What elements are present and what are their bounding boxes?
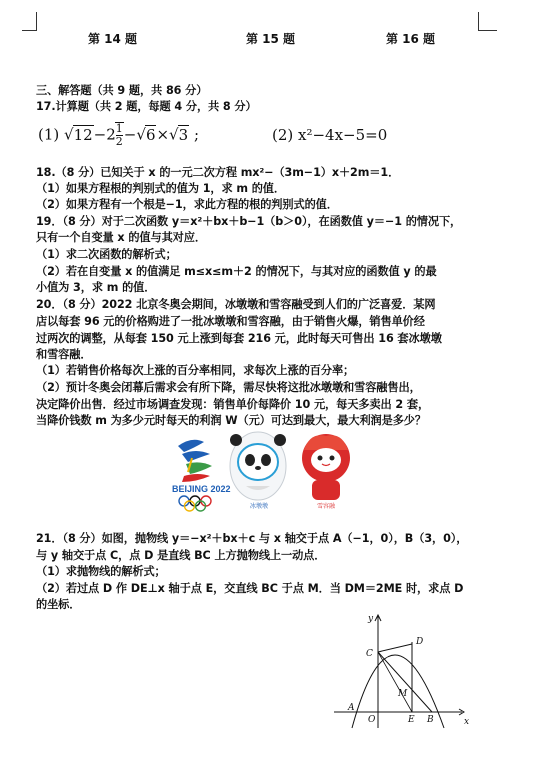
label-a: A: [348, 703, 355, 713]
q21-line5: 的坐标．: [36, 598, 81, 611]
q20-line2: 店以每套 96 元的价格购进了一批冰墩墩和雪容融，由于销售火爆，销售单价经: [36, 315, 425, 328]
mascot2-tag: 雪容融: [317, 503, 336, 510]
q20-line7: 决定降价出售．经过市场调查发现：销售单价每降价 10 元，每天多卖出 2 套，: [36, 398, 430, 411]
q20-line3: 过两次的调整，从每套 150 元上涨到每套 216 元，此时每天可售出 16 套冰墩墩: [36, 332, 442, 345]
q20-line5: （1）若销售价格每次上涨的百分率相同，求每次上涨的百分率；: [36, 364, 355, 377]
crop-mark-top-right: [478, 12, 497, 31]
q17-part2-expression: (2) x²−4x−5=0: [272, 126, 388, 144]
label-o: O: [368, 715, 376, 725]
beijing-2022-text: BEIJING 2022: [172, 484, 231, 494]
label-e: E: [408, 715, 415, 725]
q21-line2: 与 y 轴交于点 C，点 D 是直线 BC 上方抛物线上一动点．: [36, 549, 326, 562]
q19-part2-line1: （2）若在自变量 x 的值满足 m≤x≤m＋2 的情况下，与其对应的函数值 y 的最: [36, 265, 437, 278]
q18-part1: （1）如果方程根的判别式的值为 1，求 m 的值．: [36, 182, 285, 195]
q17-part1-label: (1): [38, 125, 60, 144]
winter-olympics-image: [170, 428, 360, 512]
q21-line4: （2）若过点 D 作 DE⊥x 轴于点 E，交直线 BC 于点 M．当 DM＝2ME 时，求点 D: [36, 582, 464, 595]
label-x: x: [464, 717, 470, 727]
q20-line4: 和雪容融．: [36, 348, 92, 361]
q19-part1: （1）求二次函数的解析式；: [36, 248, 177, 261]
label-c: C: [366, 649, 373, 659]
q20-line1: 20．（8 分）2022 北京冬奥会期间，冰墩墩和雪容融受到人们的广泛喜爱．某网: [36, 298, 436, 311]
label-d: D: [416, 637, 424, 647]
mascot-bing-dwen-dwen: [230, 432, 286, 510]
olympic-rings-icon: [179, 496, 211, 511]
mascot-shuey-rhon-rhon: [302, 434, 350, 510]
q18-part2: （2）如果方程有一个根是−1，求此方程的根的判别式的值．: [36, 198, 338, 211]
header-q16: 第 16 题: [386, 32, 436, 46]
q21-line3: （1）求抛物线的解析式；: [36, 565, 166, 578]
beijing-2022-emblem: [172, 440, 231, 511]
q19-stem-line1: 19．（8 分）对于二次函数 y＝x²＋bx＋b−1（b＞0），在函数值 y＝−1 的情况下，: [36, 215, 462, 228]
section-title: 三、解答题（共 9 题，共 86 分）: [36, 84, 208, 97]
segment-ce: [378, 652, 412, 712]
q18-stem: 18.（8 分）已知关于 x 的一元二次方程 mx²−（3m−1）x＋2m＝1．: [36, 166, 400, 179]
label-m: M: [398, 689, 408, 699]
label-b: B: [427, 715, 434, 725]
header-q15: 第 15 题: [246, 32, 296, 46]
q19-part2-line2: 小值为 3，求 m 的值．: [36, 281, 156, 294]
crop-mark-top-left: [22, 12, 37, 31]
mascot1-tag: 冰墩墩: [250, 503, 269, 510]
label-y: y: [368, 614, 374, 624]
q20-line8: 当降价钱数 m 为多少元时每天的利润 W（元）可达到最大，最大利润是多少？: [36, 414, 426, 427]
header-q14: 第 14 题: [88, 32, 138, 46]
segment-cd: [378, 644, 412, 652]
q17-title: 17.计算题（共 2 题，每题 4 分，共 8 分）: [36, 100, 257, 113]
q20-line6: （2）预计冬奥会闭幕后需求会有所下降，需尽快将这批冰墩墩和雪容融售出，: [36, 381, 421, 394]
fraction-one-half: $\frac{1}{2}$: [115, 122, 123, 148]
parabola-diagram: [332, 612, 474, 730]
q19-stem-line2: 只有一个自变量 x 的值与其对应．: [36, 231, 206, 244]
q21-line1: 21．（8 分）如图，抛物线 y＝−x²＋bx＋c 与 x 轴交于点 A（−1，0），B（3，0），: [36, 532, 468, 545]
q17-part1-expression: (1) √12−2 $\frac{1}{2}$ −√6×√3 ;: [38, 122, 199, 148]
